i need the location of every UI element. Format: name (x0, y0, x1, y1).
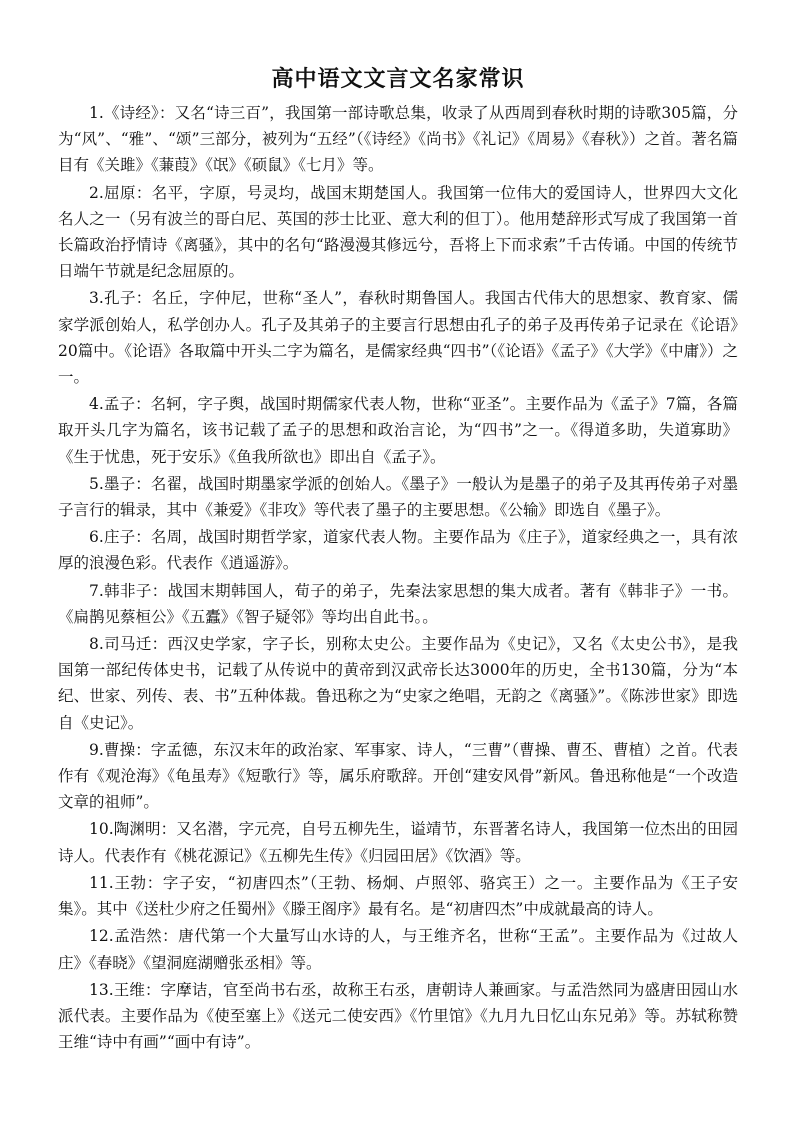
entry-mozi: 5.墨子：名翟，战国时期墨家学派的创始人。《墨子》一般认为是墨子的弟子及其再传弟子对墨子言行的辑录，其中《兼爱》《非攻》等代表了墨子的主要思想。《公输》即选自《墨子》。 (58, 474, 738, 520)
entry-mencius: 4.孟子：名轲，字子舆，战国时期儒家代表人物，世称“亚圣”。主要作品为《孟子》7篇，各篇取开头几字为篇名，该书记载了孟子的思想和政治言论，为“四书”之一。《得道多助，失道寡助》《生于忧患，死于安乐》《鱼我所欲也》即出自《孟子》。 (58, 395, 738, 466)
entry-shijing: 1.《诗经》：又名“诗三百”，我国第一部诗歌总集，收录了从西周到春秋时期的诗歌305篇，分为“风”、“雅”、“颂”三部分，被列为“五经”（《诗经》《尚书》《礼记》《周易》《春秋》）之首。著名篇目有《关雎》《蒹葭》《氓》《硕鼠》《七月》等。 (58, 104, 738, 175)
entry-wang-wei: 13.王维：字摩诘，官至尚书右丞，故称王右丞，唐朝诗人兼画家。与孟浩然同为盛唐田园山水派代表。主要作品为《使至塞上》《送元二使安西》《竹里馆》《九月九日忆山东兄弟》等。苏轼称赞王维“诗中有画”“画中有诗”。 (58, 980, 738, 1052)
entry-wang-bo: 11.王勃：字子安，“初唐四杰”（王勃、杨炯、卢照邻、骆宾王）之一。主要作品为《王子安集》。其中《送杜少府之任蜀州》《滕王阁序》最有名。是“初唐四杰”中成就最高的诗人。 (58, 873, 738, 919)
entry-list (58, 100, 738, 1055)
entry-cao-cao: 9.曹操：字孟德，东汉末年的政治家、军事家、诗人，“三曹”（曹操、曹丕、曹植）之首。代表作有《观沧海》《龟虽寿》《短歌行》等，属乐府歌辞。开创“建安风骨”新风。鲁迅称他是“一个改造文章的祖师”。 (58, 740, 738, 812)
entry-tao-yuanming: 10.陶渊明：又名潜，字元亮，自号五柳先生，谥靖节，东晋著名诗人，我国第一位杰出的田园诗人。代表作有《桃花源记》《五柳先生传》《归园田居》《饮酒》等。 (58, 820, 738, 865)
document-page (58, 58, 738, 1056)
entry-zhuangzi: 6.庄子：名周，战国时期哲学家，道家代表人物。主要作品为《庄子》，道家经典之一，具有浓厚的浪漫色彩。代表作《逍遥游》。 (58, 528, 738, 573)
entry-meng-haoran: 12.孟浩然：唐代第一个大量写山水诗的人，与王维齐名，世称“王孟”。主要作品为《过故人庄》《春晓》《望洞庭湖赠张丞相》等。 (58, 927, 738, 972)
entry-confucius: 3.孔子：名丘，字仲尼，世称“圣人”，春秋时期鲁国人。我国古代伟大的思想家、教育家、儒家学派创始人，私学创办人。孔子及其弟子的主要言行思想由孔子的弟子及再传弟子记录在《论语》20篇中。《论语》各取篇中开头二字为篇名，是儒家经典“四书”（《论语》《孟子》《大学》《中庸》）之一。 (58, 289, 738, 387)
entry-sima-qian: 8.司马迁：西汉史学家，字子长，别称太史公。主要作品为《史记》，又名《太史公书》，是我国第一部纪传体史书，记载了从传说中的黄帝到汉武帝长达3000年的历史，全书130篇，分为“本纪、世家、列传、表、书”五种体裁。鲁迅称之为“史家之绝唱，无韵之《离骚》”。《陈涉世家》即选自《史记》。 (58, 635, 738, 732)
entry-han-feizi: 7.韩非子：战国末期韩国人，荀子的弟子，先秦法家思想的集大成者。著有《韩非子》一书。《扁鹊见蔡桓公》《五蠹》《智子疑邻》等均出自此书。。 (58, 581, 738, 626)
page-title: 高中语文文言文名家常识 (271, 67, 525, 92)
entry-qu-yuan: 2.屈原：名平，字原，号灵均，战国末期楚国人。我国第一位伟大的爱国诗人，世界四大文化名人之一（另有波兰的哥白尼、英国的莎士比亚、意大利的但丁）。他用楚辞形式写成了我国第一首长篇政治抒情诗《离骚》，其中的名句“路漫漫其修远兮，吾将上下而求索”千古传诵。中国的传统节日端午节就是纪念屈原的。 (58, 183, 738, 281)
